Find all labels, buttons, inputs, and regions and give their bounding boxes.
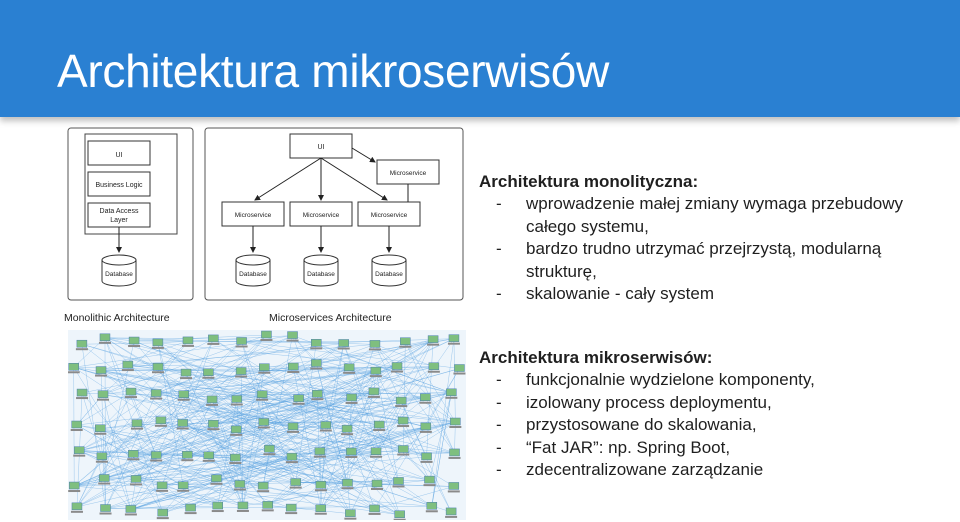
network-node bbox=[130, 475, 142, 485]
network-node bbox=[285, 504, 297, 514]
network-node bbox=[237, 502, 249, 512]
slide-title: Architektura mikroserwisów bbox=[57, 45, 609, 97]
network-node bbox=[397, 446, 409, 456]
network-node bbox=[448, 335, 460, 345]
network-node bbox=[155, 417, 167, 427]
network-node bbox=[181, 451, 193, 461]
network-node bbox=[370, 367, 382, 377]
microservice-1-label: Microservice bbox=[234, 212, 272, 219]
network-node bbox=[370, 448, 382, 458]
network-node bbox=[397, 417, 409, 427]
network-node bbox=[371, 480, 383, 490]
network-node bbox=[373, 421, 385, 431]
network-node bbox=[290, 479, 302, 489]
microservices-list bbox=[479, 369, 949, 482]
network-node bbox=[346, 394, 358, 404]
network-node bbox=[263, 445, 275, 455]
monolith-database-label: Database bbox=[105, 271, 133, 278]
monolithic-section bbox=[479, 171, 949, 306]
microservices-item: - “Fat JAR”: np. Spring Boot, bbox=[479, 437, 949, 460]
microservices-item: - izolowany process deploymentu, bbox=[479, 392, 949, 415]
network-node bbox=[256, 391, 268, 401]
microservices-item: - przystosowane do skalowania, bbox=[479, 414, 949, 437]
network-node bbox=[320, 422, 332, 432]
network-node bbox=[341, 425, 353, 435]
network-node bbox=[369, 505, 381, 515]
micro-database-3-label: Database bbox=[375, 271, 403, 278]
network-node bbox=[212, 502, 224, 512]
network-node bbox=[231, 395, 243, 405]
network-node bbox=[445, 508, 457, 518]
monolithic-item: całego systemu, bbox=[526, 216, 649, 236]
network-node bbox=[97, 391, 109, 401]
network-node bbox=[68, 363, 80, 373]
service-network-graph bbox=[68, 330, 466, 520]
header-bar bbox=[0, 0, 960, 117]
network-node bbox=[94, 425, 106, 435]
monolith-caption: Monolithic Architecture bbox=[64, 312, 170, 324]
network-node bbox=[315, 481, 327, 491]
network-node bbox=[177, 482, 189, 492]
network-node bbox=[125, 505, 137, 515]
network-node bbox=[127, 450, 139, 460]
micro-ui-label: UI bbox=[317, 144, 325, 151]
network-node bbox=[73, 447, 85, 457]
network-node bbox=[235, 368, 247, 378]
network-node bbox=[152, 339, 164, 349]
network-node bbox=[125, 388, 137, 398]
data-access-label-1: Data Access bbox=[99, 208, 139, 215]
network-node bbox=[258, 418, 270, 428]
network-node bbox=[453, 365, 465, 375]
network-node bbox=[96, 453, 108, 463]
network-node bbox=[338, 339, 350, 349]
network-node bbox=[449, 449, 461, 459]
network-node bbox=[426, 502, 438, 512]
network-node bbox=[177, 419, 189, 429]
network-node bbox=[99, 334, 111, 344]
network-node bbox=[178, 391, 190, 401]
data-access-label-2: Layer bbox=[110, 217, 128, 224]
monolithic-item: - skalowanie - cały system bbox=[479, 283, 949, 306]
network-node bbox=[310, 360, 322, 370]
network-node bbox=[449, 418, 461, 428]
network-node bbox=[445, 389, 457, 399]
network-node bbox=[98, 475, 110, 485]
microservices-section bbox=[479, 347, 949, 482]
network-node bbox=[421, 453, 433, 463]
network-node bbox=[343, 364, 355, 374]
network-node bbox=[423, 476, 435, 486]
network-node bbox=[131, 420, 143, 430]
network-node bbox=[258, 364, 270, 374]
network-node bbox=[76, 340, 88, 350]
network-node bbox=[68, 482, 80, 492]
network-node bbox=[341, 479, 353, 489]
microservice-2-label: Microservice bbox=[302, 212, 340, 219]
architecture-diagram bbox=[58, 124, 468, 326]
network-node bbox=[157, 509, 169, 519]
network-node bbox=[71, 503, 83, 513]
network-node bbox=[76, 389, 88, 399]
microservices-item: - funkcjonalnie wydzielone komponenty, bbox=[479, 369, 949, 392]
network-node bbox=[210, 475, 222, 485]
network-node bbox=[150, 390, 162, 400]
network-node bbox=[185, 504, 197, 514]
network-node bbox=[236, 337, 248, 347]
network-node bbox=[311, 390, 323, 400]
network-node bbox=[420, 423, 432, 433]
network-node bbox=[207, 420, 219, 430]
network-node bbox=[344, 510, 356, 520]
network-node bbox=[310, 339, 322, 349]
monolith-diagram bbox=[68, 128, 193, 300]
network-node bbox=[419, 394, 431, 404]
network-node bbox=[257, 482, 269, 492]
micro-database-2-label: Database bbox=[307, 271, 335, 278]
network-node bbox=[368, 388, 380, 398]
network-node bbox=[391, 363, 403, 373]
network-node bbox=[428, 363, 440, 373]
monolithic-item: strukturę, bbox=[526, 261, 597, 281]
network-node bbox=[206, 396, 218, 406]
network-node bbox=[369, 340, 381, 350]
network-node bbox=[287, 423, 299, 433]
network-node bbox=[150, 451, 162, 461]
network-node bbox=[393, 477, 405, 487]
network-node bbox=[182, 337, 194, 347]
network-node bbox=[315, 505, 327, 515]
network-node bbox=[448, 482, 460, 492]
network-node bbox=[260, 331, 272, 341]
network-node bbox=[152, 363, 164, 373]
network-node bbox=[262, 501, 274, 511]
microservices-diagram bbox=[205, 128, 463, 300]
monolith-ui-label: UI bbox=[115, 152, 123, 159]
network-node bbox=[156, 482, 168, 492]
network-node bbox=[287, 363, 299, 373]
network-node bbox=[234, 480, 246, 490]
network-node bbox=[203, 452, 215, 462]
network-node bbox=[71, 421, 83, 431]
network-node bbox=[95, 367, 107, 377]
network-node bbox=[207, 335, 219, 345]
network-node bbox=[202, 369, 214, 379]
network-node bbox=[122, 361, 134, 371]
monolithic-item: - wprowadzenie małej zmiany wymaga przebudowy bbox=[479, 193, 949, 216]
network-node bbox=[287, 332, 299, 342]
microservice-top-label: Microservice bbox=[389, 170, 427, 177]
monolithic-list bbox=[479, 193, 949, 306]
microservices-item: - zdecentralizowane zarządzanie bbox=[479, 459, 949, 482]
network-node bbox=[229, 454, 241, 464]
network-node bbox=[399, 338, 411, 348]
network-node bbox=[100, 505, 112, 515]
microservices-caption: Microservices Architecture bbox=[269, 312, 392, 324]
network-node bbox=[180, 369, 192, 379]
network-node bbox=[395, 397, 407, 407]
monolithic-item: - bardzo trudno utrzymać przejrzystą, modularną bbox=[479, 238, 949, 261]
network-node bbox=[230, 426, 242, 436]
network-node bbox=[345, 448, 357, 458]
business-logic-label: Business Logic bbox=[95, 182, 143, 189]
microservices-heading: Architektura mikroserwisów: bbox=[479, 348, 713, 367]
network-node bbox=[128, 337, 140, 347]
micro-database-1-label: Database bbox=[239, 271, 267, 278]
monolithic-heading: Architektura monolityczna: bbox=[479, 172, 699, 191]
network-node bbox=[286, 453, 298, 463]
microservice-3-label: Microservice bbox=[370, 212, 408, 219]
network-node bbox=[314, 448, 326, 458]
network-node bbox=[293, 395, 305, 405]
network-node bbox=[427, 336, 439, 346]
